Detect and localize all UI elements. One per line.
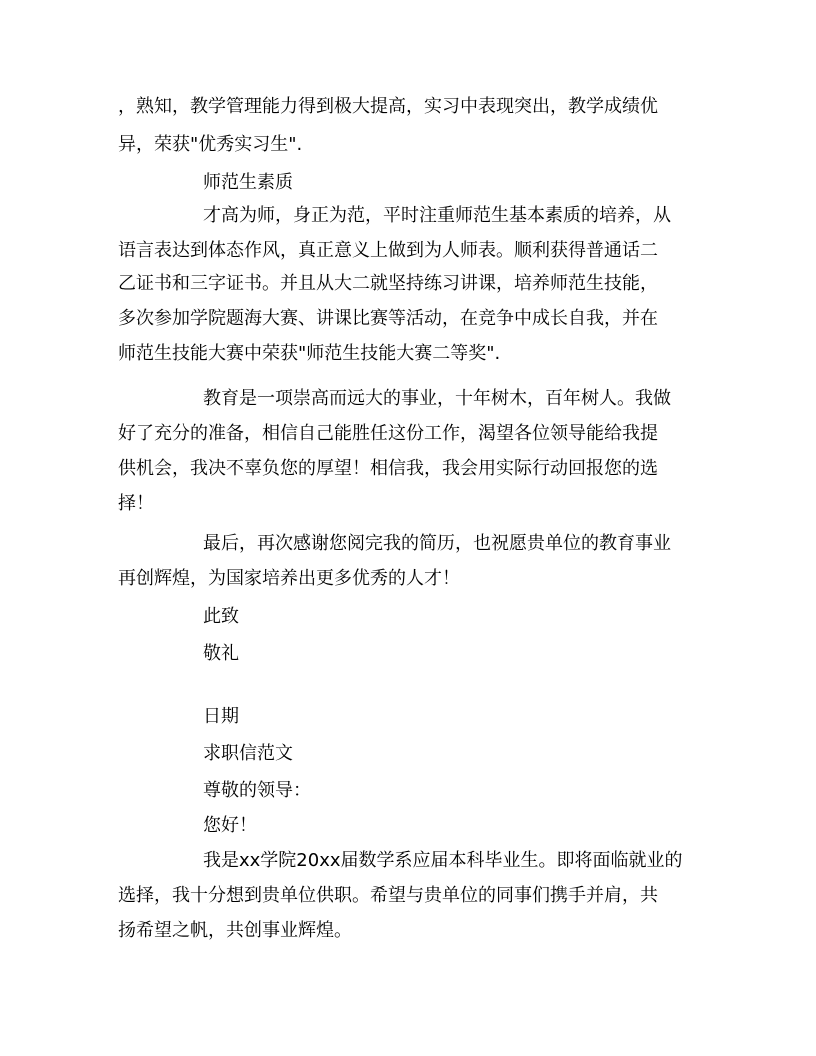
text-line: 再创辉煌，为国家培养出更多优秀的人才！ (118, 568, 460, 589)
closing-line: 敬礼 (203, 643, 239, 664)
greeting: 您好！ (203, 815, 257, 836)
text-line: 扬希望之帆，共创事业辉煌。 (118, 920, 352, 941)
text-line: 异，荣获"优秀实习生". (118, 134, 303, 155)
section-heading: 师范生素质 (203, 172, 293, 193)
text-line: 师范生技能大赛中荣获"师范生技能大赛二等奖". (118, 343, 501, 364)
text-line: 择！ (118, 493, 154, 514)
text-line: 乙证书和三字证书。并且从大二就坚持练习讲课，培养师范生技能， (118, 273, 658, 294)
text-line: 语言表达到体态作风，真正意义上做到为人师表。顺利获得普通话二 (118, 240, 658, 261)
text-line: 最后，再次感谢您阅完我的简历，也祝愿贵单位的教育事业 (203, 533, 671, 554)
closing-line: 此致 (203, 606, 239, 627)
text-line: 我是xx学院20xx届数学系应届本科毕业生。即将面临就业的 (203, 850, 683, 871)
text-line: 选择，我十分想到贵单位供职。希望与贵单位的同事们携手并肩，共 (118, 885, 658, 906)
text-line: 供机会，我决不辜负您的厚望！相信我，我会用实际行动回报您的选 (118, 458, 658, 479)
text-line: 好了充分的准备，相信自己能胜任这份工作，渴望各位领导能给我提 (118, 423, 658, 444)
text-line: 教育是一项崇高而远大的事业，十年树木，百年树人。我做 (203, 388, 671, 409)
document-title: 求职信范文 (203, 743, 293, 764)
text-line: 才高为师，身正为范，平时注重师范生基本素质的培养，从 (203, 205, 671, 226)
date-line: 日期 (203, 706, 239, 727)
text-line: 多次参加学院题海大赛、讲课比赛等活动，在竞争中成长自我，并在 (118, 308, 658, 329)
text-line: ，熟知，教学管理能力得到极大提高，实习中表现突出，教学成绩优 (118, 96, 658, 117)
salutation: 尊敬的领导： (203, 780, 311, 801)
